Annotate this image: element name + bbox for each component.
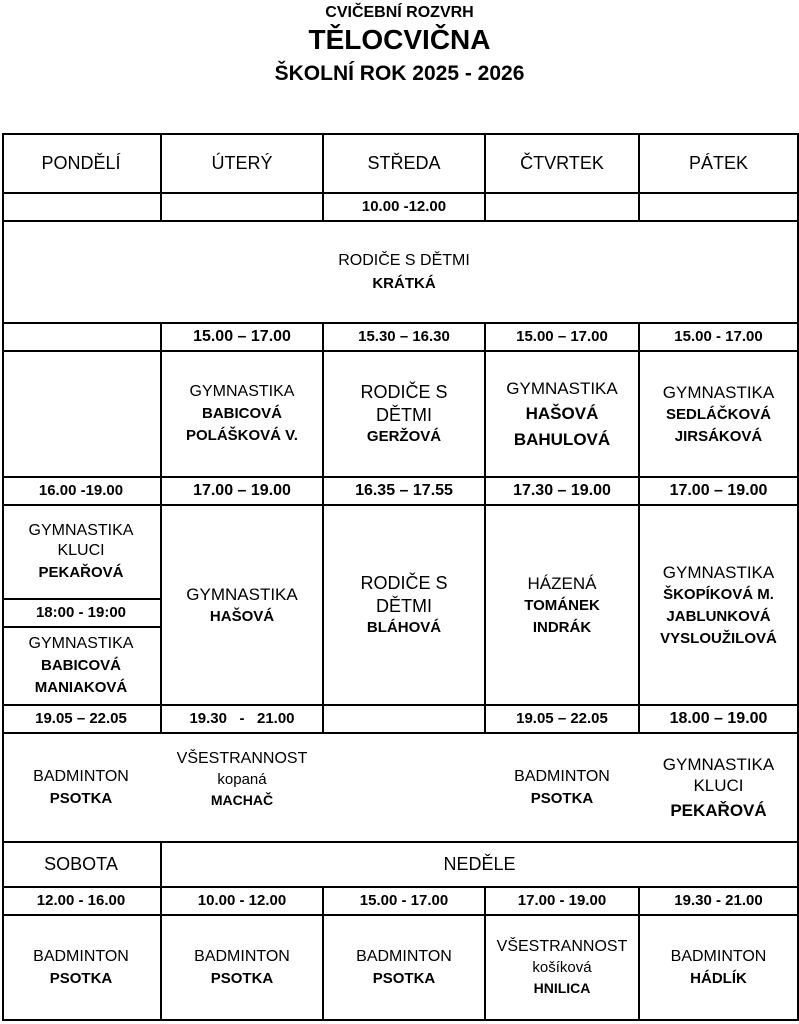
session-utery-3: GYMNASTIKA HAŠOVÁ (186, 584, 298, 625)
time-slot: 10.00 -12.00 (361, 197, 447, 215)
time-slot: 19.30 - 21.00 (189, 709, 295, 727)
session-pondeli-3a: GYMNASTIKA KLUCI PEKAŘOVÁ (28, 522, 134, 582)
school-year: ŠKOLNÍ ROK 2025 - 2026 (274, 62, 525, 85)
day-header-pondeli: PONDĚLÍ (41, 153, 121, 174)
day-header-streda: STŘEDA (367, 153, 441, 174)
time-slot: 19.30 - 21.00 (674, 891, 763, 909)
time-slot: 18:00 - 19:00 (35, 603, 127, 621)
time-slot: 15.00 - 17.00 (359, 891, 449, 909)
time-slot: 18.00 – 19.00 (669, 710, 768, 727)
schedule-label: CVIČEBNÍ ROZVRH (325, 4, 474, 21)
session-utery-2: GYMNASTIKA BABICOVÁ POLÁŠKOVÁ V. (186, 383, 298, 444)
session-nedele-1: BADMINTON PSOTKA (194, 947, 290, 987)
session-pondeli-4: BADMINTON PSOTKA (33, 767, 129, 807)
day-header-sobota: SOBOTA (44, 854, 118, 875)
time-slot: 15.30 – 16.30 (358, 327, 450, 345)
session-utery-4: VŠESTRANNOST kopaná MACHAČ (176, 749, 308, 808)
page-title: TĚLOCVIČNA (308, 24, 491, 55)
time-slot: 17.30 – 19.00 (513, 482, 611, 499)
session-ctvrtek-4: BADMINTON PSOTKA (514, 767, 610, 807)
session-pondeli-3b: GYMNASTIKA BABICOVÁ MANIAKOVÁ (28, 635, 134, 696)
time-slot: 16.00 -19.00 (38, 481, 124, 499)
time-slot: 19.05 – 22.05 (35, 709, 127, 727)
time-slot: 15.00 - 17.00 (674, 327, 763, 345)
session-nedele-2: BADMINTON PSOTKA (356, 947, 452, 987)
time-slot: 15.00 – 17.00 (516, 327, 608, 345)
session-nedele-3: VŠESTRANNOST košíková HNILICA (496, 938, 628, 997)
session-ctvrtek-3: HÁZENÁ TOMÁNEK INDRÁK (524, 573, 600, 636)
time-slot: 10.00 - 12.00 (197, 891, 287, 909)
day-header-ctvrtek: ČTVRTEK (520, 153, 604, 174)
session-streda-2: RODIČE S DĚTMI GERŽOVÁ (360, 382, 448, 446)
session-streda-1: RODIČE S DĚTMI KRÁTKÁ (338, 251, 470, 292)
session-patek-4: GYMNASTIKA KLUCI PEKAŘOVÁ (662, 755, 775, 820)
session-patek-2: GYMNASTIKA SEDLÁČKOVÁ JIRSÁKOVÁ (662, 382, 775, 445)
session-sobota: BADMINTON PSOTKA (33, 947, 129, 987)
session-nedele-4: BADMINTON HÁDLÍK (670, 947, 767, 987)
day-header-utery: ÚTERÝ (211, 153, 273, 174)
session-patek-3: GYMNASTIKA ŠKOPÍKOVÁ M. JABLUNKOVÁ VYSLOUŽILOVÁ (660, 562, 777, 647)
session-streda-3: RODIČE S DĚTMI BLÁHOVÁ (360, 573, 448, 637)
time-slot: 16.35 – 17.55 (355, 482, 453, 499)
time-slot: 19.05 – 22.05 (516, 709, 608, 727)
time-slot: 17.00 – 19.00 (669, 482, 768, 499)
time-slot: 15.00 – 17.00 (193, 328, 291, 345)
day-header-patek: PÁTEK (688, 153, 749, 174)
day-header-nedele: NEDĚLE (443, 854, 516, 875)
time-slot: 17.00 - 19.00 (517, 891, 607, 909)
time-slot: 12.00 - 16.00 (36, 891, 126, 909)
time-slot: 17.00 – 19.00 (193, 482, 291, 499)
session-ctvrtek-2: GYMNASTIKA HAŠOVÁ BAHULOVÁ (506, 379, 618, 449)
